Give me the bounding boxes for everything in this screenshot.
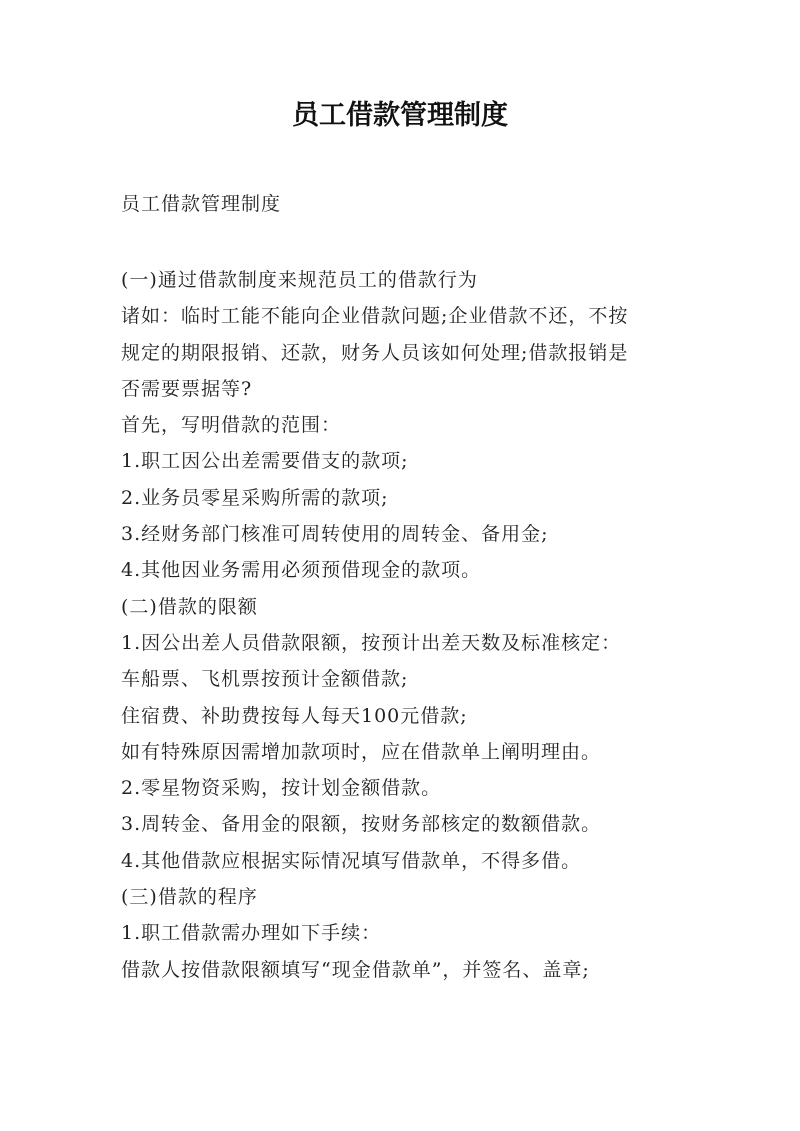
body-line: 1.职工借款需办理如下手续： (121, 922, 382, 945)
document-title: 员工借款管理制度 (292, 100, 508, 131)
body-line: (二)借款的限额 (121, 595, 258, 618)
body-line: (一)通过借款制度来规范员工的借款行为 (121, 269, 478, 291)
body-line: 1.职工因公出差需要借支的款项; (121, 450, 409, 473)
body-line: 4.其他因业务需用必须预借现金的款项。 (121, 559, 482, 582)
body-line: 2.零星物资采购，按计划金额借款。 (121, 777, 442, 800)
body-line: 2.业务员零星采购所需的款项; (121, 486, 389, 509)
body-line: (三)借款的程序 (121, 886, 258, 909)
body-line: 3.周转金、备用金的限额，按财务部核定的数额借款。 (121, 813, 602, 836)
body-line: 否需要票据等? (121, 377, 253, 400)
body-line: 住宿费、补助费按每人每天100元借款; (121, 704, 468, 727)
body-line: 4.其他借款应根据实际情况填写借款单，不得多借。 (121, 849, 582, 872)
body-line: 车船票、飞机票按预计金额借款; (121, 668, 409, 691)
body-line: 规定的期限报销、还款，财务人员该如何处理;借款报销是 (121, 341, 629, 364)
body-line: 3.经财务部门核准可周转使用的周转金、备用金; (121, 523, 549, 546)
body-line: 首先，写明借款的范围： (121, 414, 342, 437)
body-line: 1.因公出差人员借款限额，按预计出差天数及标准核定： (121, 631, 622, 654)
body-line: 诸如：临时工能不能向企业借款问题;企业借款不还，不按 (121, 305, 629, 328)
body-line: 如有特殊原因需增加款项时，应在借款单上阐明理由。 (121, 740, 602, 763)
body-line: 借款人按借款限额填写“现金借款单”，并签名、盖章; (121, 958, 590, 981)
document-body (121, 262, 691, 988)
document-subtitle: 员工借款管理制度 (121, 193, 282, 215)
